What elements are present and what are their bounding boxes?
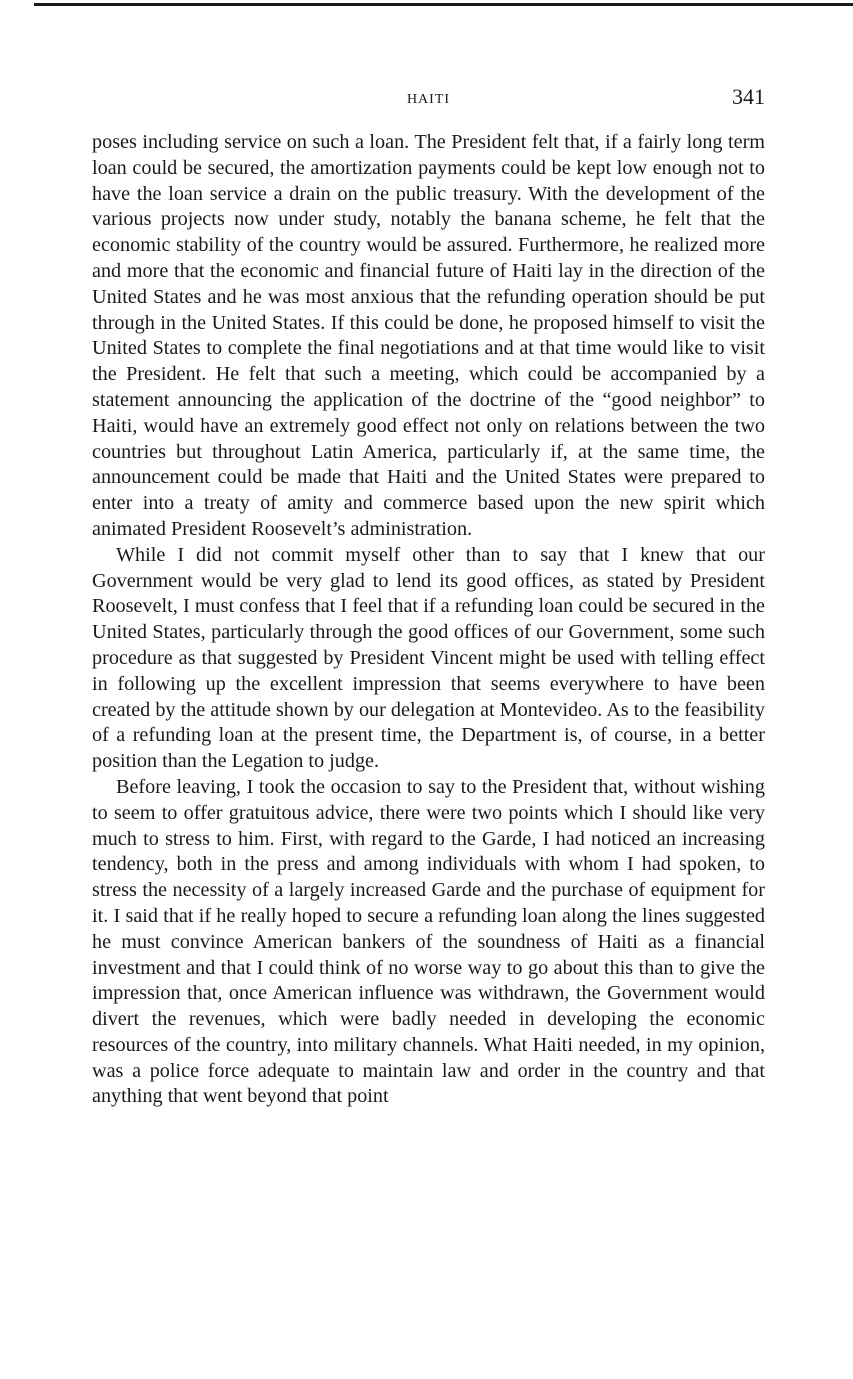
running-header: [92, 84, 765, 114]
paragraph-continuation: poses including service on such a loan. The President felt that, if a fairly long term loan could be secured, the amortization payments could be kept low enough not to have the loan service a drain on the public treasury. With the development of the various projects now under study, notably the banana scheme, he felt that the economic stability of the country would be assured. Furthermore, he realized more and more that the economic and financial future of Haiti lay in the direction of the United States and he was most anxious that the refunding operation should be put through in the United States. If this could be done, he proposed himself to visit the United States to complete the final negotiations and at that time would like to visit the President. He felt that such a meeting, which could be accompanied by a statement announcing the application of the doctrine of the “good neighbor” to Haiti, would have an extremely good effect not only on relations between the two countries but throughout Latin America, particularly if, at the same time, the announcement could be made that Haiti and the United States were prepared to enter into a treaty of amity and commerce based upon the new spirit which animated President Roosevelt’s administration.: [92, 131, 765, 540]
page-number: 341: [732, 84, 765, 109]
running-title: HAITI: [406, 92, 451, 107]
body-text: [92, 130, 765, 1110]
top-border-rule: [34, 3, 853, 6]
paragraph-good-offices: While I did not commit myself other than to say that I knew that our Government would be very glad to lend its good offices, as stated by President Roosevelt, I must confess that I feel that if a refunding loan could be secured in the United States, particularly through the good offices of our Government, some such procedure as that suggested by President Vincent might be used with telling effect in following up the excellent impression that seems everywhere to have been created by the attitude shown by our delegation at Montevideo. As to the feasibility of a refunding loan at the present time, the Department is, of course, in a better position than the Legation to judge.: [92, 543, 765, 773]
paragraph-advice-garde: Before leaving, I took the occasion to say to the President that, without wishing to seem to offer gratuitous advice, there were two points which I should like very much to stress to him. First, with regard to the Garde, I had noticed an increasing tendency, both in the press and among individuals with whom I had spoken, to stress the necessity of a largely increased Garde and the purchase of equipment for it. I said that if he really hoped to secure a refunding loan along the lines suggested he must convince American bankers of the soundness of Haiti as a financial investment and that I could think of no worse way to go about this than to give the impression that, once American influence was withdrawn, the Government would divert the revenues, which were badly needed in developing the economic resources of the country, into military channels. What Haiti needed, in my opinion, was a police force adequate to maintain law and order in the country and that anything that went beyond that point: [92, 775, 765, 1108]
